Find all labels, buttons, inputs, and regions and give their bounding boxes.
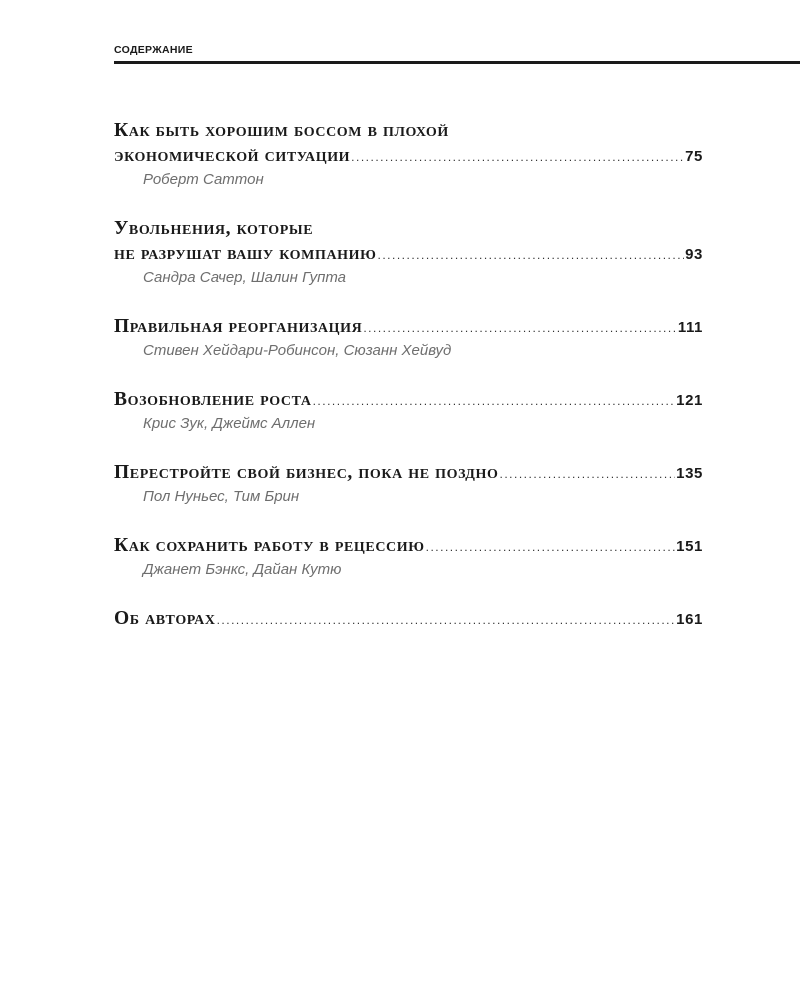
dot-leader <box>313 389 676 414</box>
toc-entry[interactable] <box>114 387 703 434</box>
toc-entry-authors: Роберт Саттон <box>143 171 264 188</box>
toc-entry-title: не разрушат вашу компанию <box>114 243 377 264</box>
header-rule <box>114 61 800 64</box>
toc-entry[interactable] <box>114 216 703 288</box>
toc-entry-title: экономической ситуации <box>114 145 351 166</box>
toc-entry-leader-line <box>114 606 703 633</box>
toc-entry-leader-line <box>114 387 703 414</box>
toc-entry-authors: Крис Зук, Джеймс Аллен <box>143 415 316 432</box>
toc-entry-leader-line <box>114 314 703 341</box>
toc-page-number: 111 <box>677 319 703 336</box>
toc-entry[interactable] <box>114 118 703 190</box>
toc-entry-title: Возобновление роста <box>114 389 312 410</box>
toc-entry[interactable] <box>114 460 703 507</box>
toc-entry-leader-line <box>114 241 703 268</box>
toc-entry-leader-line <box>114 460 703 487</box>
toc-entry-authors: Пол Нуньес, Тим Брин <box>143 488 300 505</box>
toc-page-number: 151 <box>676 538 703 555</box>
table-of-contents <box>114 118 703 659</box>
dot-leader <box>500 462 676 487</box>
toc-page-number: 161 <box>676 611 703 628</box>
dot-leader <box>217 608 676 633</box>
toc-entry-authors: Сандра Сачер, Шалин Гупта <box>143 269 346 286</box>
toc-page-number: 135 <box>676 465 703 482</box>
toc-entry[interactable] <box>114 606 703 633</box>
dot-leader <box>363 316 676 341</box>
running-head-title: СОДЕРЖАНИЕ <box>114 44 193 56</box>
dot-leader <box>378 243 685 268</box>
toc-entry-title-line: Как быть хорошим боссом в плохой <box>114 120 449 141</box>
toc-entry-title: Перестройте свой бизнес, пока не поздно <box>114 462 499 483</box>
toc-entry-leader-line <box>114 533 703 560</box>
toc-page-number: 75 <box>685 148 703 165</box>
toc-entry-title: Как сохранить работу в рецессию <box>114 535 425 556</box>
toc-page-number: 121 <box>676 392 703 409</box>
toc-entry[interactable] <box>114 314 703 361</box>
toc-entry-authors: Джанет Бэнкс, Дайан Кутю <box>143 561 342 578</box>
toc-entry-leader-line <box>114 143 703 170</box>
toc-entry-title: Правильная реорганизация <box>114 316 363 337</box>
dot-leader <box>351 145 684 170</box>
toc-entry-title-line: Увольнения, которые <box>114 218 314 239</box>
toc-entry-authors: Стивен Хейдари-Робинсон, Сюзанн Хейвуд <box>143 342 452 359</box>
toc-entry[interactable] <box>114 533 703 580</box>
toc-page-number: 93 <box>685 246 703 263</box>
toc-entry-title: Об авторах <box>114 608 216 629</box>
dot-leader <box>426 535 676 560</box>
